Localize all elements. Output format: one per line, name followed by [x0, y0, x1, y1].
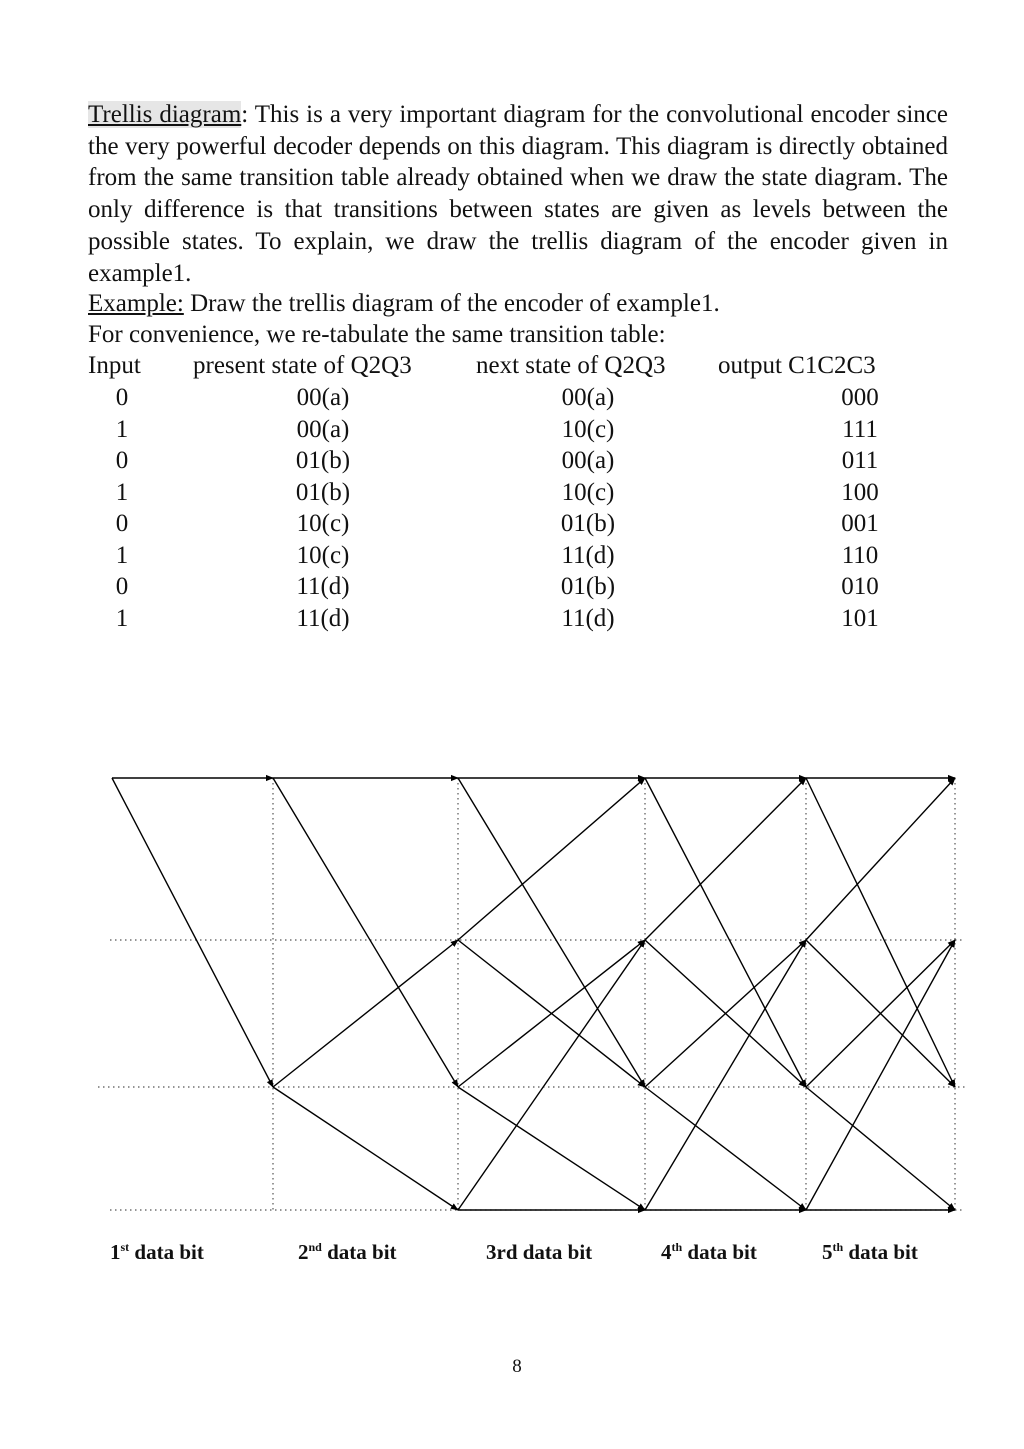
table-cell: 00(a): [296, 415, 350, 443]
data-bit-label: [661, 1240, 757, 1265]
data-bit-ordinal: th: [671, 1240, 683, 1254]
table-cell: 10(c): [561, 478, 615, 506]
page-number: 8: [512, 1356, 522, 1377]
table-cell: 111: [842, 415, 878, 443]
table-cell: 11(d): [296, 573, 350, 600]
transition-arrow: [112, 778, 273, 1087]
table-cell: 0: [115, 573, 129, 600]
table-cell: 011: [841, 447, 879, 474]
table-header-input: Input: [88, 352, 141, 379]
transition-arrow: [806, 778, 955, 1087]
table-cell: 11(d): [296, 604, 350, 632]
transition-arrow: [645, 940, 806, 1210]
example-label: Example:: [88, 290, 184, 317]
transition-arrow: [645, 1087, 806, 1210]
table-cell: 00(a): [561, 447, 615, 474]
data-bit-number: 1: [110, 1240, 121, 1264]
table-cell: 10(c): [561, 415, 615, 443]
table-cell: 0: [115, 447, 129, 474]
table-cell: 0: [115, 510, 129, 537]
data-bit-number: 5: [822, 1240, 833, 1264]
data-bit-text: data bit: [682, 1240, 757, 1264]
table-cell: 001: [841, 510, 879, 537]
transition-arrow: [806, 940, 955, 1210]
data-bit-label: [822, 1240, 918, 1265]
data-bit-label: [486, 1240, 592, 1265]
table-cell: 1: [115, 415, 129, 443]
table-cell: 11(d): [561, 541, 615, 569]
data-bit-ordinal: st: [120, 1240, 130, 1254]
transition-arrow: [458, 940, 645, 1210]
transition-arrow: [645, 778, 806, 1087]
data-bit-label: [298, 1240, 397, 1265]
data-bit-label: [110, 1240, 204, 1265]
transition-arrow: [273, 778, 458, 1087]
table-cell: 0: [115, 384, 129, 411]
transition-arrow: [645, 778, 806, 940]
transition-arrow: [806, 1087, 955, 1210]
table-cell: 10(c): [296, 541, 350, 569]
data-bit-text: data bit: [129, 1240, 204, 1264]
table-header-output: output C1C2C3: [718, 352, 876, 379]
data-bit-number: 3rd data bit: [486, 1240, 593, 1264]
table-cell: 010: [841, 573, 879, 600]
data-bit-number: 4: [661, 1240, 672, 1264]
table-header-present: present state of Q2Q3: [193, 352, 412, 379]
transition-arrow: [273, 940, 458, 1087]
data-bit-text: data bit: [321, 1240, 397, 1264]
example-text: Draw the trellis diagram of the encoder of example1.: [183, 290, 720, 317]
table-cell: 101: [841, 604, 879, 632]
data-bit-number: 2: [298, 1240, 309, 1264]
table-cell: 00(a): [561, 384, 615, 411]
table-cell: 100: [841, 478, 879, 506]
data-bit-text: data bit: [843, 1240, 918, 1264]
trellis-term: Trellis diagram: [88, 101, 242, 128]
table-cell: 01(b): [560, 573, 616, 600]
table-cell: 1: [115, 541, 129, 569]
table-header-next: next state of Q2Q3: [476, 352, 666, 379]
data-bit-ordinal: nd: [308, 1240, 322, 1254]
table-cell: 1: [115, 478, 129, 506]
table-cell: 110: [841, 541, 879, 569]
transition-arrow: [806, 778, 955, 940]
table-cell: 01(b): [560, 510, 616, 537]
table-cell: 000: [841, 384, 879, 411]
transition-arrow: [458, 1087, 645, 1210]
table-cell: 11(d): [561, 604, 615, 632]
transition-arrow: [458, 778, 645, 940]
table-cell: 1: [115, 604, 129, 632]
table-cell: 01(b): [295, 447, 351, 474]
transition-arrow: [273, 1087, 458, 1210]
data-bit-ordinal: th: [832, 1240, 844, 1254]
table-cell: 00(a): [296, 384, 350, 411]
transition-arrow: [458, 778, 645, 1087]
table-cell: 10(c): [296, 510, 350, 537]
convenience-line: For convenience, we re-tabulate the same transition table:: [88, 321, 666, 348]
intro-text: : This is a very important diagram for the convolutional encoder since the very powerful decoder depends on this diagram. This diagram is directly obtained from the same transition table already obtained when we draw the state diagram. The only difference is that transitions between states are given as levels between the possible states. To explain, we draw the trellis diagram of the encoder given in example1.: [88, 101, 948, 287]
table-cell: 01(b): [295, 478, 351, 506]
